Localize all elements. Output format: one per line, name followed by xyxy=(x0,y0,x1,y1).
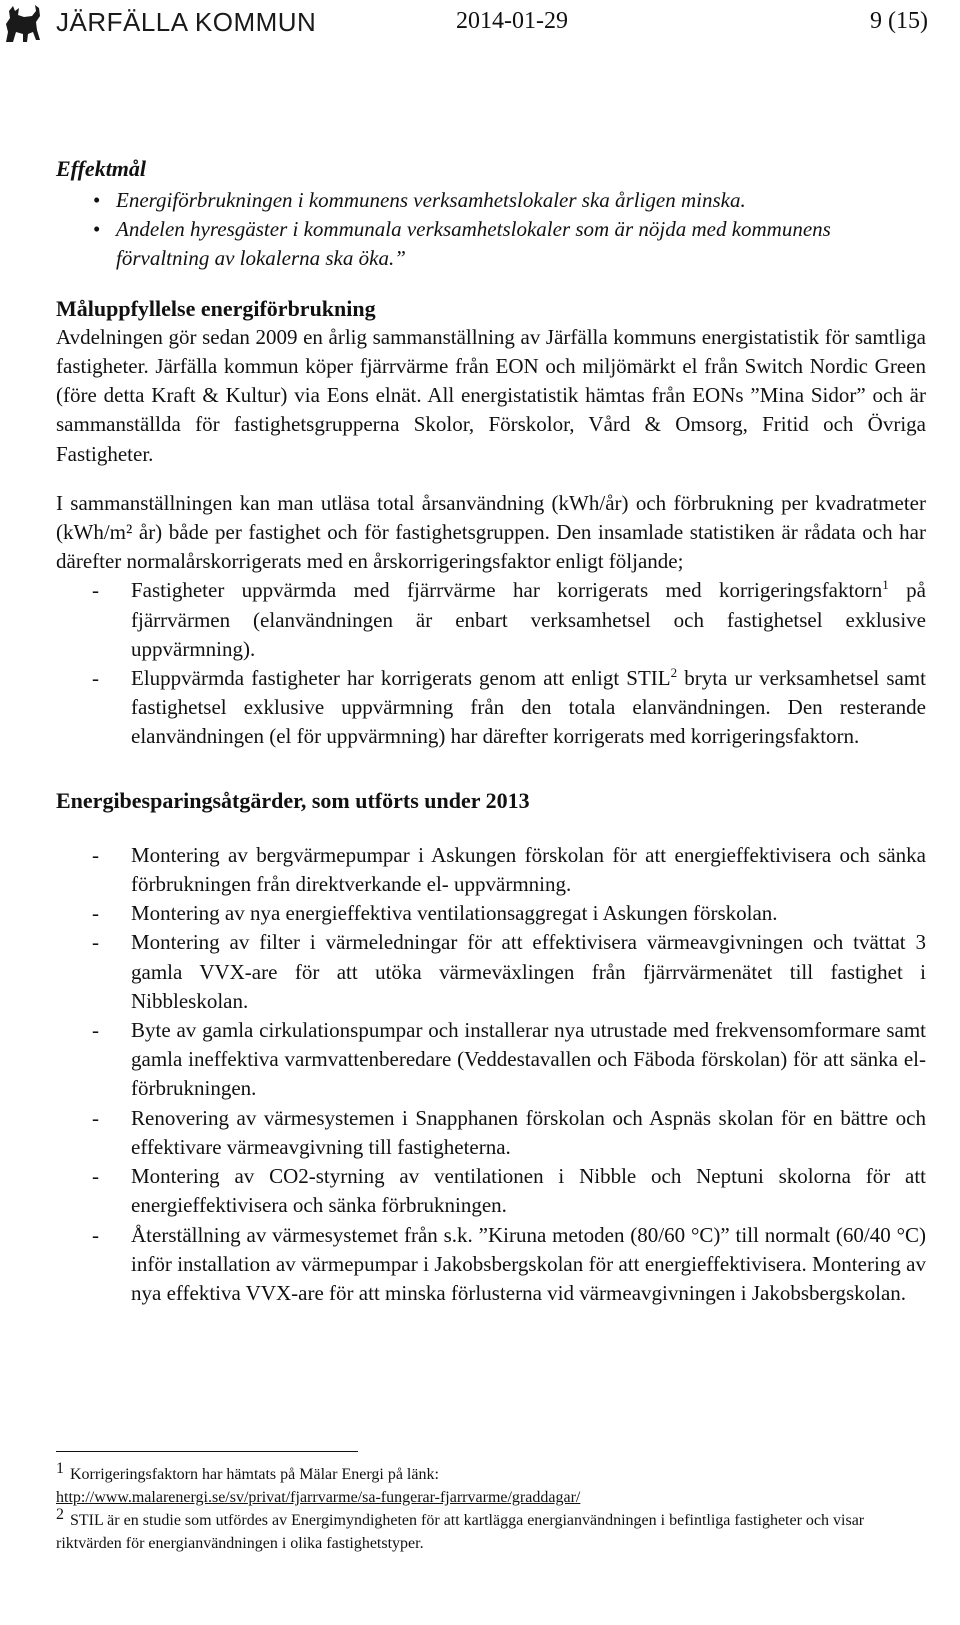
energibesparing-list xyxy=(56,841,926,1308)
list-item: - Montering av bergvärmepumpar i Askungen förskolan för att energieffektivisera och sänka förbrukningen från direktverkande el- uppvärmning. xyxy=(56,841,926,899)
graddagar-link[interactable]: http://www.malarenergi.se/sv/privat/fjarrvarme/sa-fungerar-fjarrvarme/graddagar/ xyxy=(56,1489,581,1506)
organization-name: JÄRFÄLLA KOMMUN xyxy=(56,7,317,37)
footnote-1-link-line xyxy=(56,1486,926,1509)
list-item-text: bryta ur verksamhetsel samt fastighetsel exklusive uppvärmning från den totala elanvändningen. Den resterande elanvändningen (el för uppvärmning) har därefter korrigerats med korrigeringsfaktorn. xyxy=(131,666,926,749)
document-body xyxy=(56,152,926,1308)
list-item: - Renovering av värmesystemen i Snapphanen förskolan och Aspnäs skolan för en bättre och effektivare värmeavgivning till fastigheterna. xyxy=(56,1104,926,1162)
footnote-mark: 2 xyxy=(56,1505,64,1523)
footnote-divider xyxy=(56,1451,358,1452)
list-item: • Andelen hyresgäster i kommunala verksamhetslokaler som är nöjda med kommunens förvaltning av lokalerna ska öka.” xyxy=(56,215,926,273)
correction-list xyxy=(56,576,926,751)
list-item-text: Eluppvärmda fastigheter har korrigerats genom att enligt STIL xyxy=(131,666,671,691)
footnote-1 xyxy=(56,1459,926,1486)
page-number: 9 (15) xyxy=(870,8,928,34)
list-item: • Energiförbrukningen i kommunens verksamhetslokaler ska årligen minska. xyxy=(56,186,926,215)
list-item: - Byte av gamla cirkulationspumpar och installerar nya utrustade med frekvensomformare samt gamla ineffektiva varmvattenberedare (Veddestavallen och Fäboda förskolan) för att sänka el-förbrukningen. xyxy=(56,1016,926,1104)
effektmal-list xyxy=(56,186,926,274)
document-date: 2014-01-29 xyxy=(456,8,568,34)
footnote-ref: 2 xyxy=(670,665,678,681)
footnote-text: Korrigeringsfaktorn har hämtats på Mälar Energi på länk: xyxy=(70,1466,439,1483)
list-item: - Montering av CO2-styrning av ventilationen i Nibble och Neptuni skolorna för att energieffektivisera och sänka förbrukningen. xyxy=(56,1162,926,1220)
paragraph: I sammanställningen kan man utläsa total årsanvändning (kWh/år) och förbrukning per kvadratmeter (kWh/m² år) både per fastighet och för fastighetsgruppen. Den insamlade statistiken är rådata och har därefter normalårskorrigerats med en årskorrigeringsfaktor enligt följande; xyxy=(56,490,926,574)
coat-of-arms-logo xyxy=(2,2,42,46)
list-item xyxy=(56,664,926,752)
paragraph: Avdelningen gör sedan 2009 en årlig sammanställning av Järfälla kommuns energistatistik för samtliga fastigheter. Järfälla kommun köper fjärrvärme från EON och miljömärkt el från Switch Nordic Green (före detta Kraft & Kultur) via Eons elnät. All energistatistik hämtas från EONs ”Mina Sidor” och är sammanställda för fastighetsgrupperna Skolor, Förskolor, Vård & Omsorg, Fritid och Övriga Fastigheter. xyxy=(56,324,926,466)
energibesparing-heading: Energibesparingsåtgärder, som utförts under 2013 xyxy=(56,787,530,813)
footnote-mark: 1 xyxy=(56,1459,64,1477)
list-item xyxy=(56,576,926,664)
effektmal-heading: Effektmål xyxy=(56,156,147,181)
footnote-ref: 1 xyxy=(882,577,889,593)
footnote-2 xyxy=(56,1505,926,1555)
maluppfyllelse-heading: Måluppfyllelse energiförbrukning xyxy=(56,295,376,321)
list-item: - Montering av nya energieffektiva ventilationsaggregat i Askungen förskolan. xyxy=(56,899,926,928)
footnote-text: STIL är en studie som utfördes av Energimyndigheten för att kartlägga energianvändningen i befintliga fastigheter och visar riktvärden för energianvändningen i olika fastighetstyper. xyxy=(56,1512,865,1552)
footnotes xyxy=(56,1459,926,1555)
list-item-text: på fjärrvärmen (elanvändningen är enbart verksamhetsel och fastighetsel exklusive uppvärmning). xyxy=(131,578,926,661)
list-item-text: Fastigheter uppvärmda med fjärrvärme har korrigerats med korrigeringsfaktorn xyxy=(131,578,883,603)
list-item: - Montering av filter i värmeledningar för att effektivisera värmeavgivningen och tvättat 3 gamla VVX-are för att utöka värmeväxlingen från fjärrvärmenätet till fastighet i Nibbleskolan. xyxy=(56,928,926,1016)
list-item: - Återställning av värmesystemet från s.k. ”Kiruna metoden (80/60 °C)” till normalt (60/40 °C) inför installation av värmepumpar i Jakobsbergskolan för att energieffektivisera. Montering av nya effektiva VVX-are för att minska förlusterna vid värmeavgivningen i Jakobsbergskolan. xyxy=(56,1221,926,1309)
